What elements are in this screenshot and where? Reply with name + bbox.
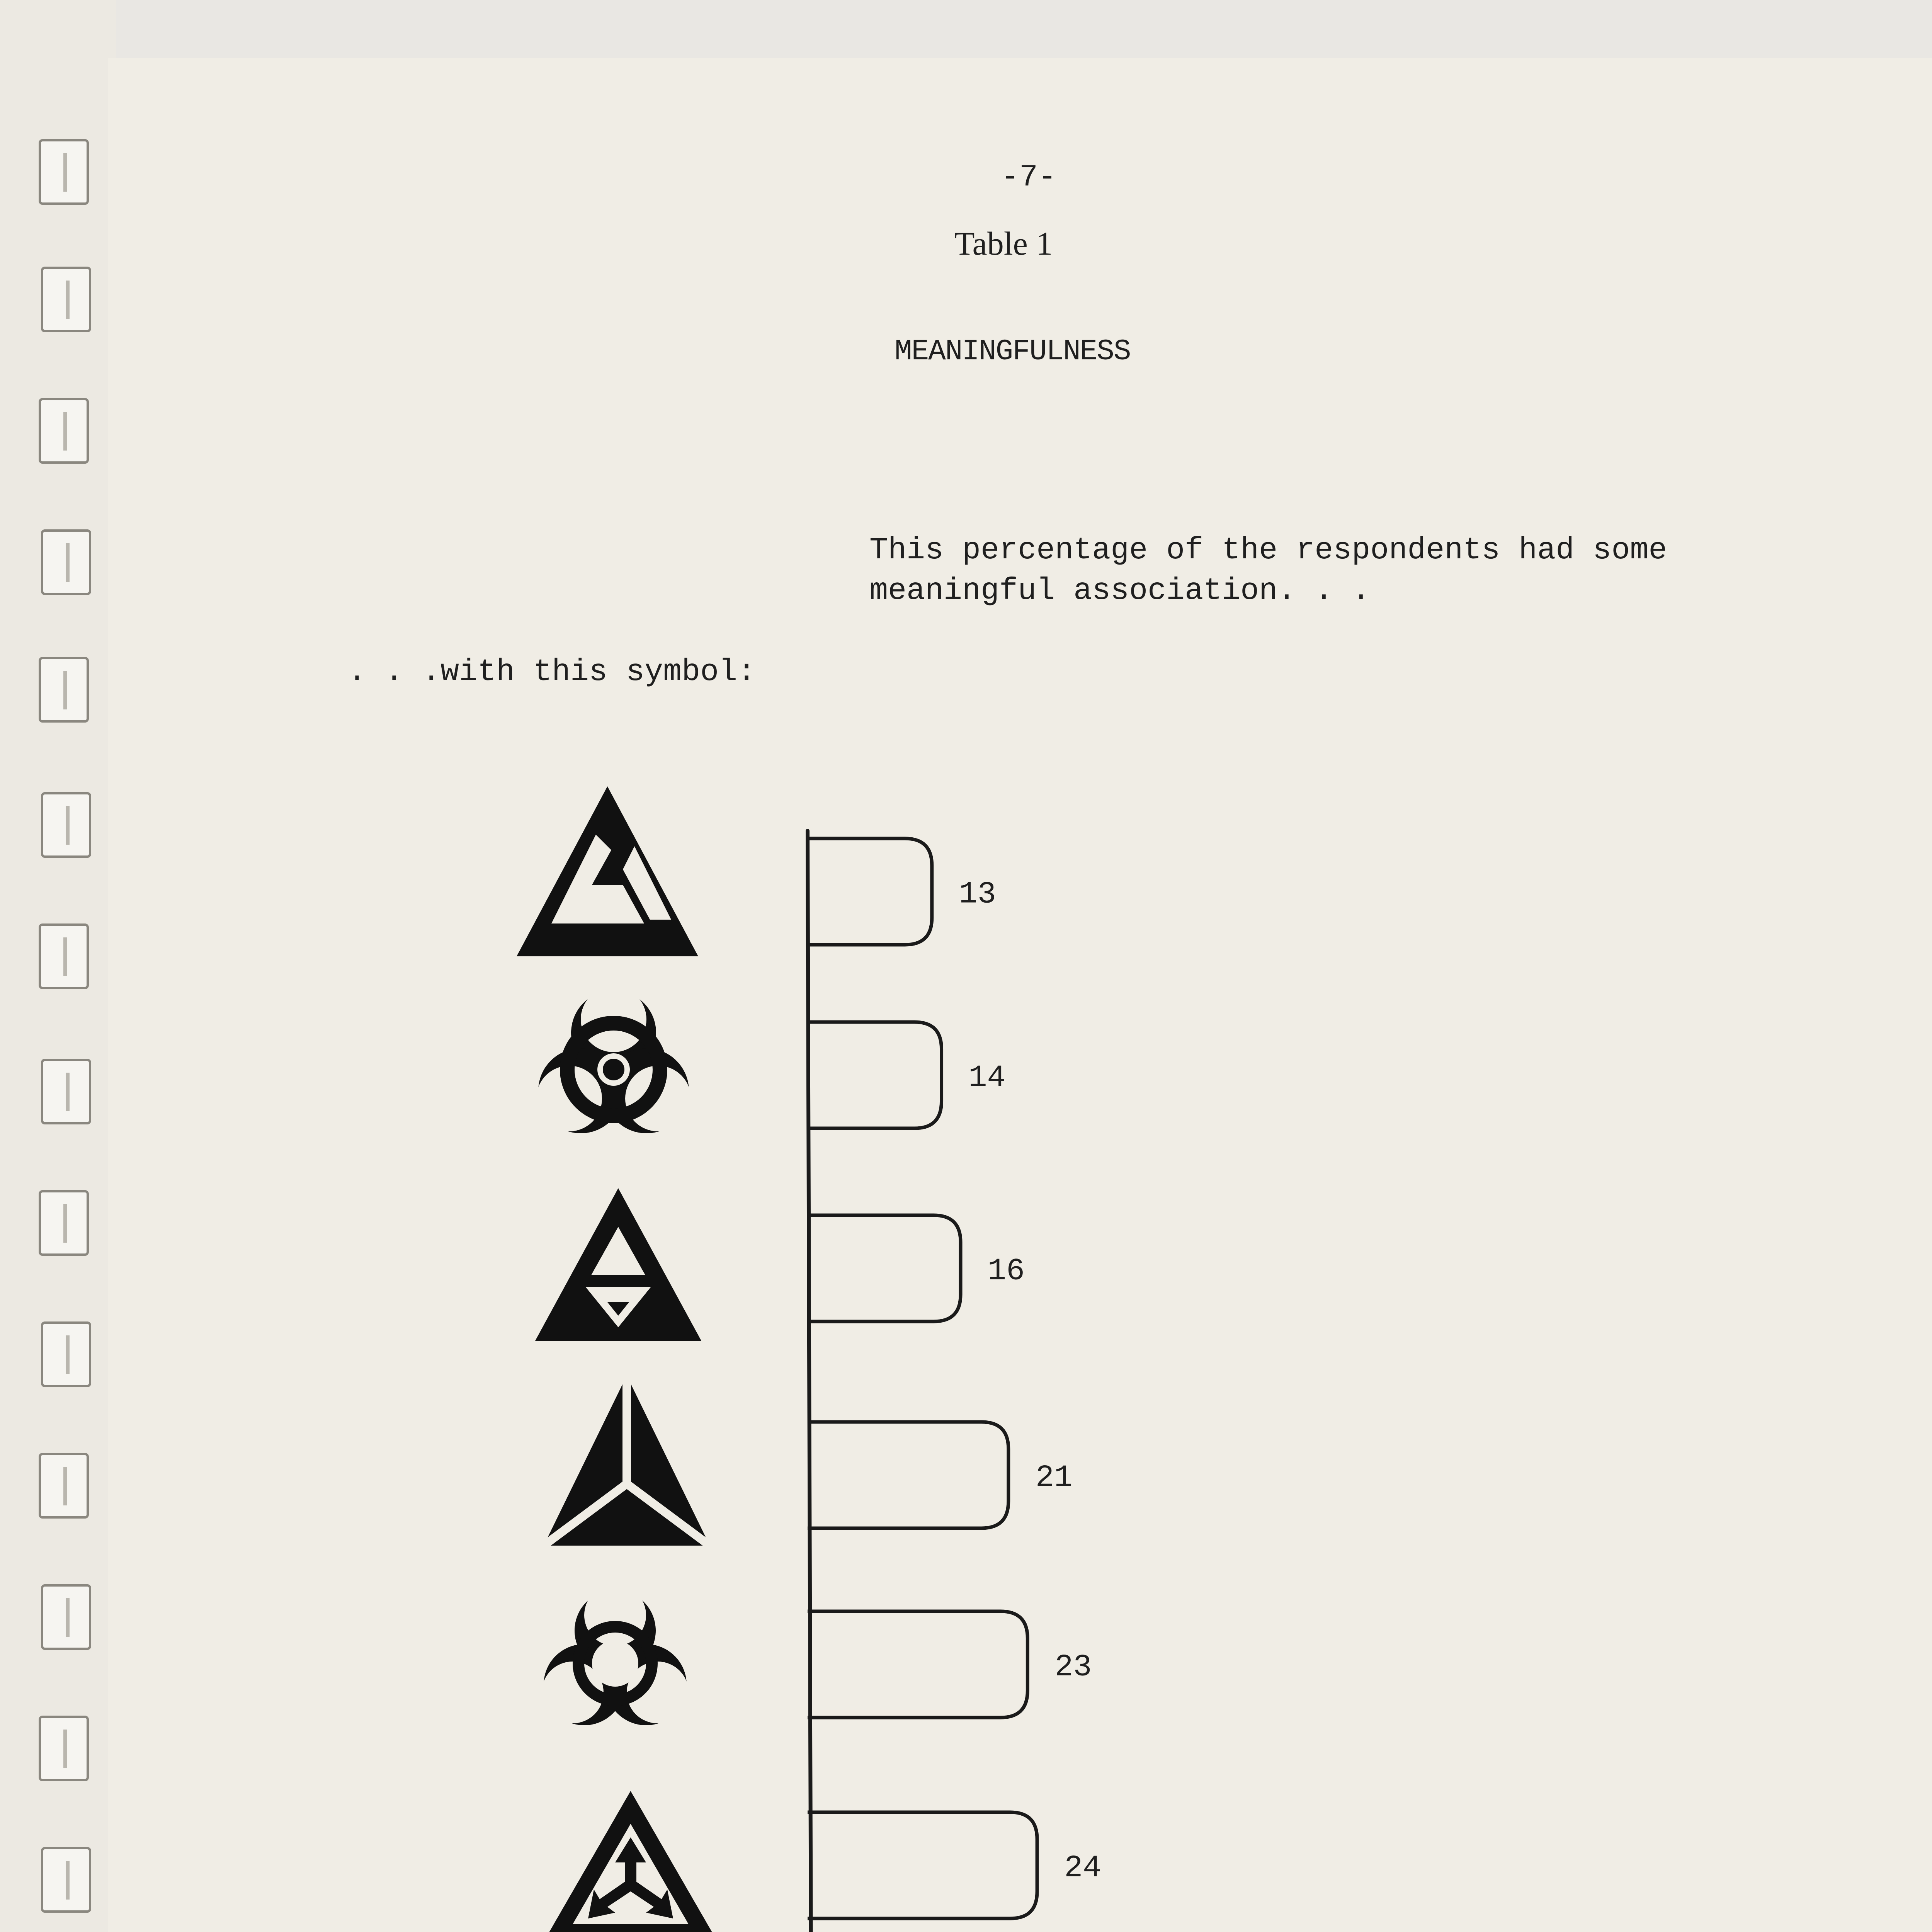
- triangle-with-trident-icon: [544, 1791, 718, 1932]
- y-axis-line: [808, 831, 812, 1932]
- bar-value-label: 23: [1054, 1650, 1092, 1685]
- triangle-split-in-three-icon: [544, 1376, 710, 1546]
- bar: [808, 1215, 961, 1321]
- bar-value-label: 14: [968, 1060, 1006, 1096]
- section-title: MEANINGFULNESS: [895, 335, 1131, 368]
- triangle-with-inverted-triangle-icon: [535, 1188, 701, 1341]
- bar-labels-group: [959, 877, 1646, 1932]
- table-title: Table 1: [954, 225, 1053, 262]
- biohazard-icon: [536, 986, 691, 1133]
- bar: [808, 1812, 1037, 1918]
- triangular-swirl-triangle-icon: [517, 786, 698, 956]
- bars-group: [808, 838, 1582, 1932]
- ring-biohazard-icon: [542, 1584, 689, 1725]
- bar: [808, 1022, 942, 1128]
- bar: [808, 1611, 1027, 1718]
- intro-text-line-2: meaningful association. . .: [869, 573, 1371, 609]
- bar-value-label: 21: [1035, 1460, 1073, 1496]
- intro-text-line-1: This percentage of the respondents had some: [869, 533, 1667, 568]
- symbol-prompt: . . .with this symbol:: [348, 655, 756, 690]
- bar-value-label: 24: [1064, 1850, 1102, 1886]
- bar-value-label: 16: [988, 1253, 1025, 1289]
- page-number: -7-: [1001, 160, 1057, 195]
- bar: [808, 838, 932, 945]
- bar: [808, 1422, 1009, 1528]
- bar-value-label: 13: [959, 877, 996, 912]
